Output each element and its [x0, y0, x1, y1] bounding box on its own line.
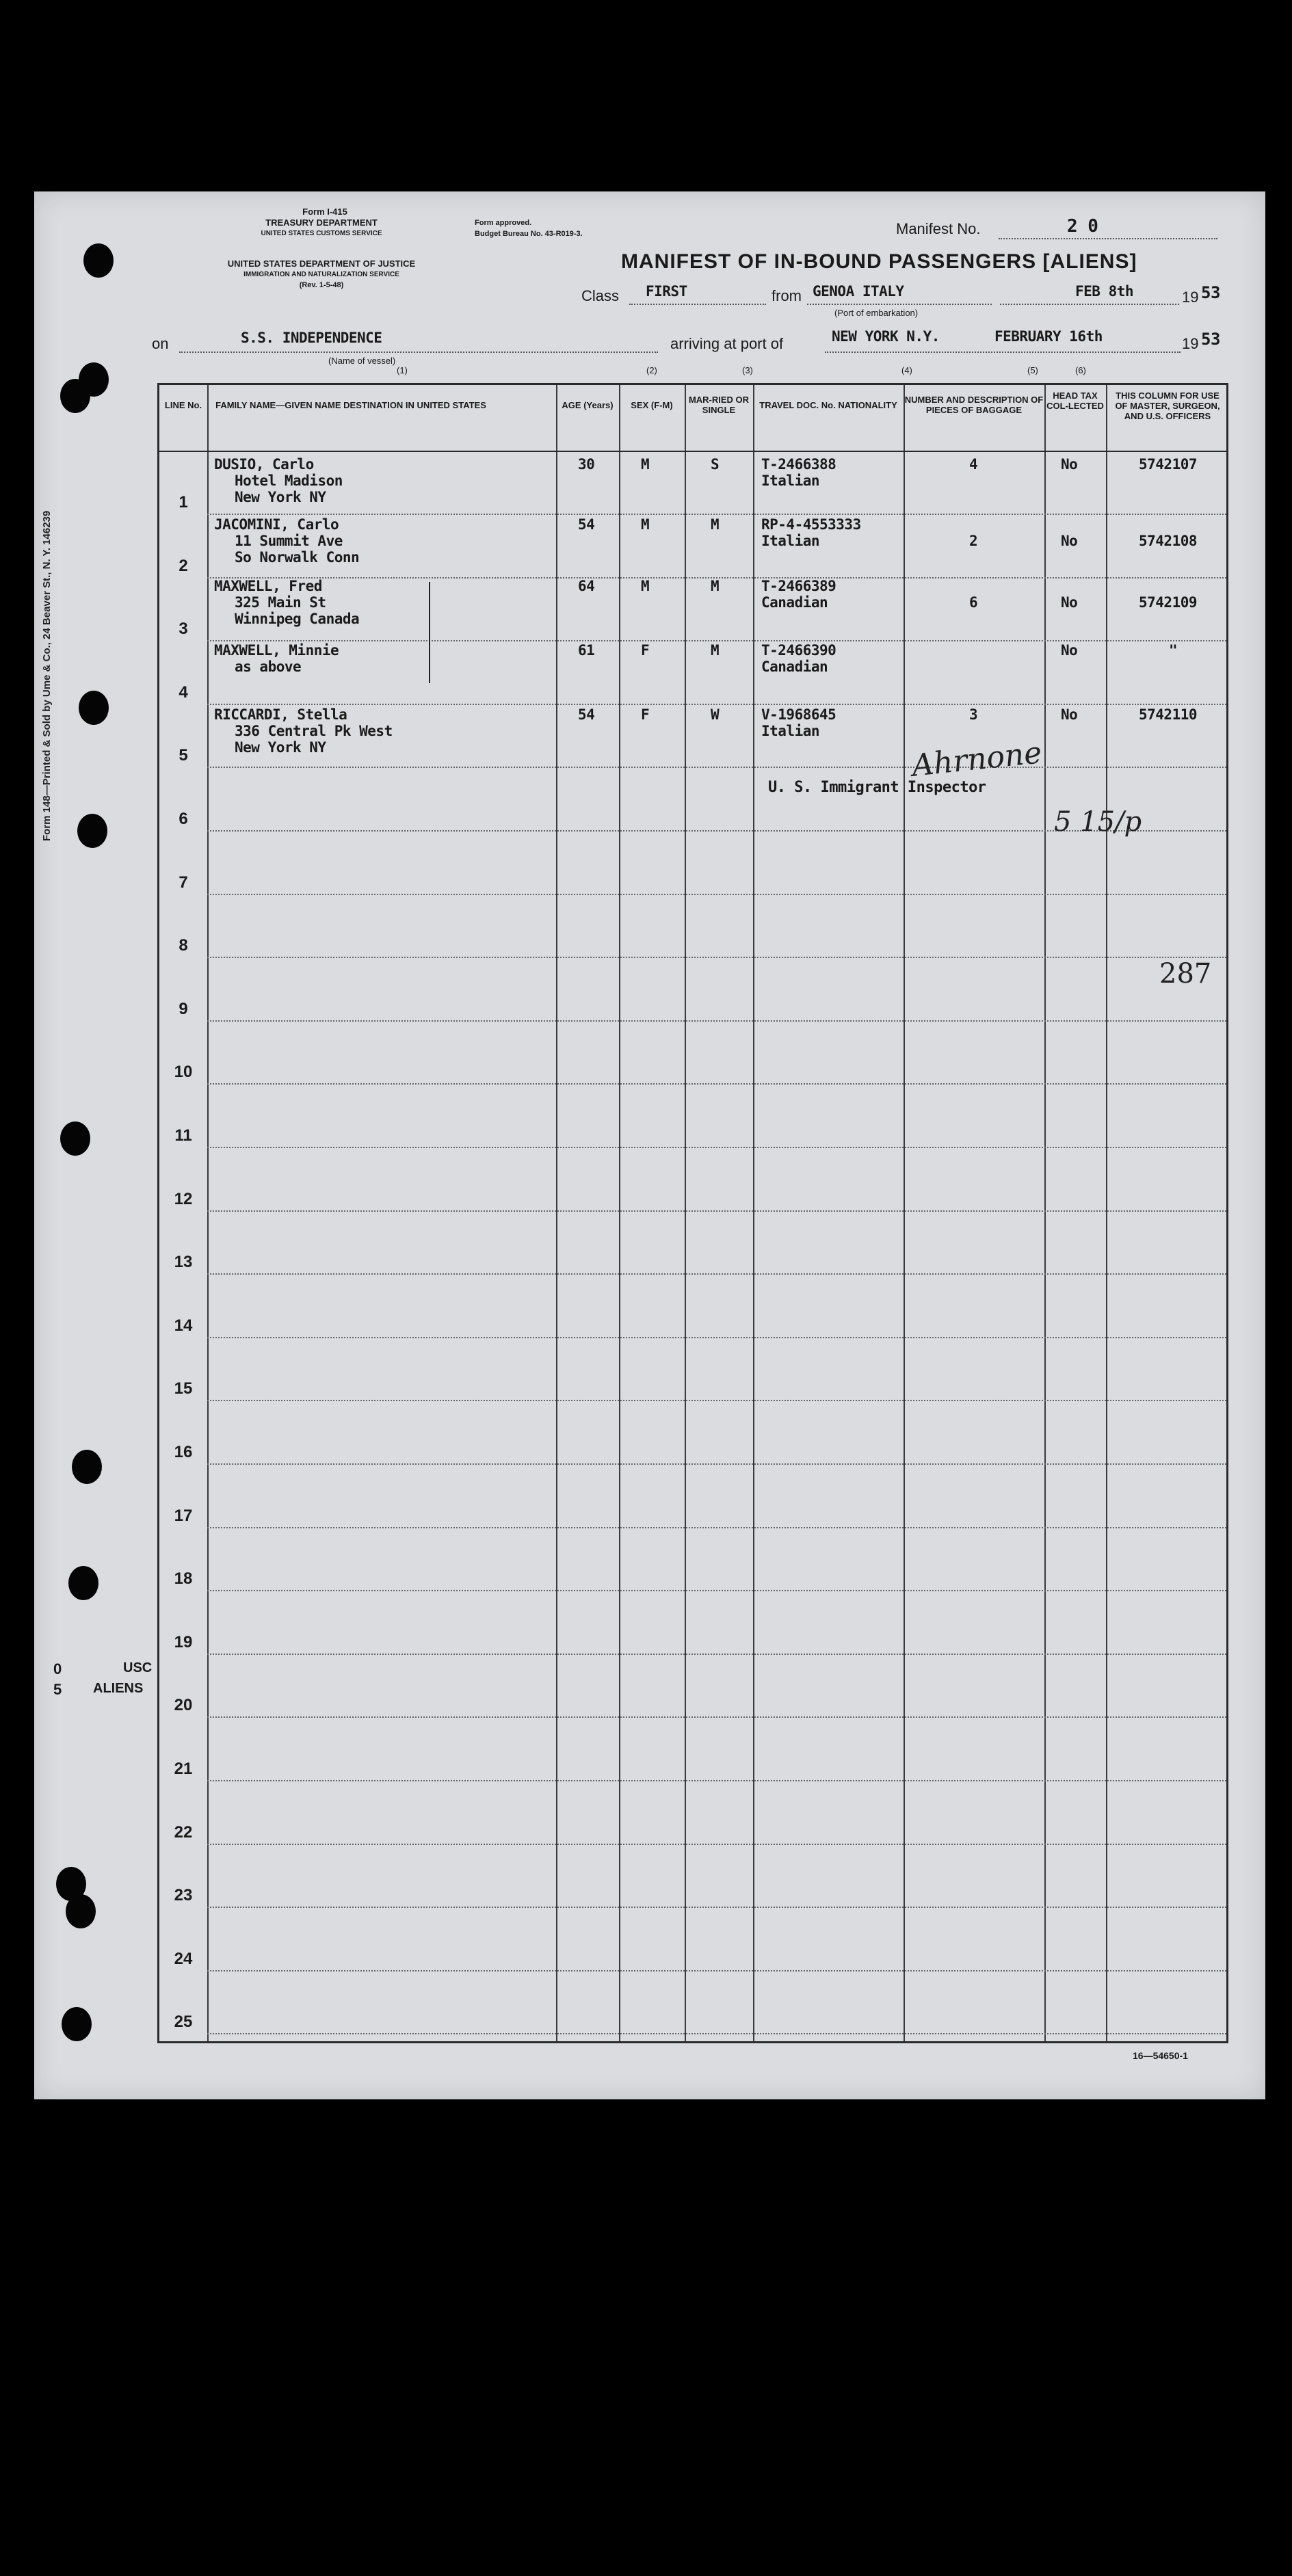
row-dotted-line	[207, 1337, 1226, 1338]
line-number: 2	[179, 556, 188, 575]
ins-service: IMMIGRATION AND NATURALIZATION SERVICE	[243, 271, 399, 278]
row-dotted-line	[207, 640, 1226, 641]
line-number: 20	[174, 1696, 193, 1715]
row5-officer: 5742110	[1139, 706, 1198, 723]
inspector-signature: Ahrnone	[910, 735, 1044, 784]
on-label: on	[152, 335, 169, 352]
line-number: 18	[174, 1569, 193, 1589]
table-row	[159, 1530, 1226, 1593]
row5-married: W	[711, 706, 720, 723]
header-name: FAMILY NAME—GIVEN NAME DESTINATION IN UNITED STATES	[215, 400, 486, 410]
table-row	[159, 1973, 1226, 2036]
margin-mark-b: 5	[53, 1681, 62, 1698]
manifest-title: MANIFEST OF IN-BOUND PASSENGERS [ALIENS]	[621, 250, 1137, 273]
row3-headtax: No	[1061, 594, 1078, 611]
row-dotted-line	[207, 1590, 1226, 1591]
line-number: 11	[174, 1126, 192, 1145]
row3-married: M	[711, 578, 720, 594]
row3-officer: 5742109	[1139, 594, 1198, 611]
row1-officer: 5742107	[1139, 456, 1198, 473]
row5-sex: F	[641, 706, 650, 723]
row-dotted-line	[207, 1210, 1226, 1212]
table-row	[159, 1910, 1226, 1973]
class-label: Class	[581, 287, 620, 304]
row2-nationality: Italian	[761, 533, 820, 549]
row1-name: DUSIO, Carlo	[214, 456, 314, 473]
header-divider	[159, 451, 1226, 452]
line-number: 21	[174, 1760, 193, 1778]
line-number: 12	[174, 1189, 193, 1208]
row1-addr2: New York NY	[235, 489, 326, 505]
row-dotted-line	[207, 1970, 1226, 1971]
header-baggage: NUMBER AND DESCRIPTION OF PIECES OF BAGGAGE	[904, 395, 1044, 415]
row1-baggage: 4	[969, 456, 978, 473]
row4-age: 61	[578, 642, 595, 659]
arrival-line	[825, 351, 1181, 353]
date-line	[1000, 304, 1179, 305]
handwritten-fraction: 5 15/p	[1054, 806, 1142, 838]
table-row	[159, 1087, 1226, 1150]
manifest-no-label: Manifest No.	[896, 220, 981, 237]
row-dotted-line	[207, 1654, 1226, 1655]
row-dotted-line	[207, 1020, 1226, 1022]
stamp-number: 287	[1159, 958, 1212, 990]
row-dotted-line	[207, 1527, 1226, 1528]
passenger-table	[157, 383, 1228, 2043]
from-value: GENOA ITALY	[813, 283, 904, 300]
table-row	[159, 1720, 1226, 1783]
row-dotted-line	[207, 2033, 1226, 2034]
row4-doc: T-2466390	[761, 642, 836, 659]
row3-nationality: Canadian	[761, 594, 828, 611]
table-row	[159, 1150, 1226, 1213]
binder-hole	[68, 1566, 98, 1600]
table-row	[159, 1593, 1226, 1656]
table-row	[159, 1340, 1226, 1403]
row-dotted-line	[207, 1844, 1226, 1845]
table-row	[159, 960, 1226, 1023]
year-arrival: 53	[1201, 330, 1220, 349]
binder-hole	[79, 362, 109, 397]
port-embark-caption: (Port of embarkation)	[834, 308, 919, 318]
customs-service: UNITED STATES CUSTOMS SERVICE	[261, 230, 382, 237]
row5-doc: V-1968645	[761, 706, 836, 723]
row5-addr1: 336 Central Pk West	[235, 723, 393, 739]
row-dotted-line	[207, 514, 1226, 515]
table-row	[159, 1403, 1226, 1466]
year-prefix-1: 19	[1182, 289, 1199, 306]
arrival-date: FEBRUARY 16th	[994, 328, 1103, 345]
table-row	[159, 1846, 1226, 1909]
table-row	[159, 1656, 1226, 1719]
line-number: 14	[174, 1316, 193, 1335]
line-number: 13	[174, 1253, 193, 1272]
form-approved: Form approved.	[475, 219, 532, 227]
form-number: Form I-415	[302, 207, 347, 217]
year-prefix-2: 19	[1182, 335, 1199, 352]
row2-addr2: So Norwalk Conn	[235, 549, 360, 566]
row1-headtax: No	[1061, 456, 1078, 473]
col-num-6: (6)	[1075, 365, 1086, 375]
row3-name: MAXWELL, Fred	[214, 578, 322, 594]
row4-name: MAXWELL, Minnie	[214, 642, 339, 659]
treasury-dept: TREASURY DEPARTMENT	[265, 217, 378, 228]
col-num-1: (1)	[397, 365, 408, 375]
row2-sex: M	[641, 516, 650, 533]
header-married: MAR-RIED OR SINGLE	[688, 395, 750, 415]
row2-married: M	[711, 516, 720, 533]
binder-hole	[77, 814, 107, 848]
margin-mark-a: 0	[53, 1660, 62, 1677]
table-row	[159, 1213, 1226, 1276]
table-row	[159, 1277, 1226, 1340]
row3-age: 64	[578, 578, 595, 594]
line-number: 6	[179, 810, 188, 828]
header-doc: TRAVEL DOC. No. NATIONALITY	[759, 400, 897, 410]
row5-headtax: No	[1061, 706, 1078, 723]
row-dotted-line	[207, 1907, 1226, 1908]
row4-married: M	[711, 642, 720, 659]
vessel-name: S.S. INDEPENDENCE	[241, 330, 382, 346]
row1-addr1: Hotel Madison	[235, 473, 343, 489]
class-value: FIRST	[646, 283, 687, 300]
line-number: 3	[179, 620, 188, 639]
row2-headtax: No	[1061, 533, 1078, 549]
row1-age: 30	[578, 456, 595, 473]
arriving-label: arriving at port of	[670, 335, 784, 352]
inspector-stamp: U. S. Immigrant Inspector	[768, 779, 986, 796]
manifest-number: 2 0	[1067, 216, 1098, 237]
row2-doc: RP-4-4553333	[761, 516, 861, 533]
margin-usc: USC	[123, 1660, 153, 1675]
row4-addr1: as above	[235, 659, 302, 675]
line-number: 9	[179, 999, 188, 1018]
line-number: 5	[179, 746, 188, 765]
row-dotted-line	[207, 1147, 1226, 1148]
row5-nationality: Italian	[761, 723, 820, 739]
revision: (Rev. 1-5-48)	[299, 281, 344, 289]
row-dotted-line	[207, 1463, 1226, 1465]
row4-officer: "	[1169, 642, 1178, 659]
arrival-port: NEW YORK N.Y.	[832, 328, 940, 345]
line-number: 10	[174, 1063, 193, 1082]
line-number: 23	[174, 1886, 193, 1905]
from-line	[807, 304, 992, 305]
row5-age: 54	[578, 706, 595, 723]
line-number: 8	[179, 936, 188, 955]
header-age: AGE (Years)	[562, 400, 614, 410]
printer-imprint: Form 148—Printed & Sold by Ume & Co., 24 Beaver St., N. Y. 146239	[41, 510, 53, 841]
year-depart: 53	[1201, 283, 1220, 302]
bracket-line	[429, 582, 430, 683]
line-number: 16	[174, 1443, 193, 1461]
row3-addr1: 325 Main St	[235, 594, 326, 611]
row2-addr1: 11 Summit Ave	[235, 533, 343, 549]
line-number: 1	[179, 493, 188, 512]
footer-code: 16—54650-1	[1133, 2050, 1188, 2061]
row4-sex: F	[641, 642, 650, 659]
binder-hole	[79, 691, 109, 725]
table-row	[159, 1467, 1226, 1530]
row-dotted-line	[207, 1083, 1226, 1085]
header-sex: SEX (F-M)	[631, 400, 673, 410]
row4-headtax: No	[1061, 642, 1078, 659]
row4-nationality: Canadian	[761, 659, 828, 675]
row5-name: RICCARDI, Stella	[214, 706, 347, 723]
row-dotted-line	[207, 1716, 1226, 1718]
header-line-no: LINE No.	[164, 400, 202, 410]
header-headtax: HEAD TAX COL-LECTED	[1046, 390, 1104, 411]
row1-nationality: Italian	[761, 473, 820, 489]
line-number: 19	[174, 1632, 193, 1651]
manifest-no-line	[999, 238, 1217, 239]
row3-sex: M	[641, 578, 650, 594]
margin-aliens: ALIENS	[93, 1681, 144, 1696]
class-line	[629, 304, 766, 305]
budget-bureau: Budget Bureau No. 43-R019-3.	[475, 230, 583, 238]
col-num-5: (5)	[1027, 365, 1038, 375]
header-officers: THIS COLUMN FOR USE OF MASTER, SURGEON, AND U.S. OFFICERS	[1115, 390, 1220, 421]
row-dotted-line	[207, 704, 1226, 705]
row2-name: JACOMINI, Carlo	[214, 516, 339, 533]
line-number: 25	[174, 2013, 193, 2032]
col-num-2: (2)	[646, 365, 657, 375]
binder-hole	[83, 243, 114, 278]
justice-dept: UNITED STATES DEPARTMENT OF JUSTICE	[227, 258, 416, 269]
line-number: 17	[174, 1506, 193, 1525]
col-num-3: (3)	[742, 365, 753, 375]
row1-doc: T-2466388	[761, 456, 836, 473]
col-num-4: (4)	[901, 365, 912, 375]
vessel-line	[179, 351, 658, 353]
row-dotted-line	[207, 957, 1226, 958]
binder-hole	[62, 2007, 92, 2041]
table-row	[159, 1783, 1226, 1846]
vessel-caption: (Name of vessel)	[328, 356, 396, 366]
row5-baggage: 3	[969, 706, 978, 723]
line-number: 15	[174, 1379, 193, 1398]
row-dotted-line	[207, 1400, 1226, 1401]
table-row	[159, 834, 1226, 897]
row2-age: 54	[578, 516, 595, 533]
from-label: from	[772, 287, 802, 304]
line-number: 22	[174, 1822, 193, 1842]
line-number: 7	[179, 873, 188, 892]
binder-hole	[66, 1894, 96, 1928]
row5-addr2: New York NY	[235, 739, 326, 756]
row2-officer: 5742108	[1139, 533, 1198, 549]
row3-baggage: 6	[969, 594, 978, 611]
binder-hole	[60, 1121, 90, 1156]
binder-hole	[72, 1450, 102, 1484]
row-dotted-line	[207, 894, 1226, 895]
line-number: 24	[174, 1949, 193, 1968]
row1-married: S	[711, 456, 720, 473]
row2-baggage: 2	[969, 533, 978, 549]
table-row	[159, 897, 1226, 959]
table-row	[159, 1023, 1226, 1086]
row1-sex: M	[641, 456, 650, 473]
row-dotted-line	[207, 767, 1226, 768]
row3-doc: T-2466389	[761, 578, 836, 594]
depart-date: FEB 8th	[1075, 283, 1134, 300]
row-dotted-line	[207, 1780, 1226, 1781]
line-number: 4	[179, 682, 188, 702]
row3-addr2: Winnipeg Canada	[235, 611, 360, 627]
row-dotted-line	[207, 1273, 1226, 1275]
